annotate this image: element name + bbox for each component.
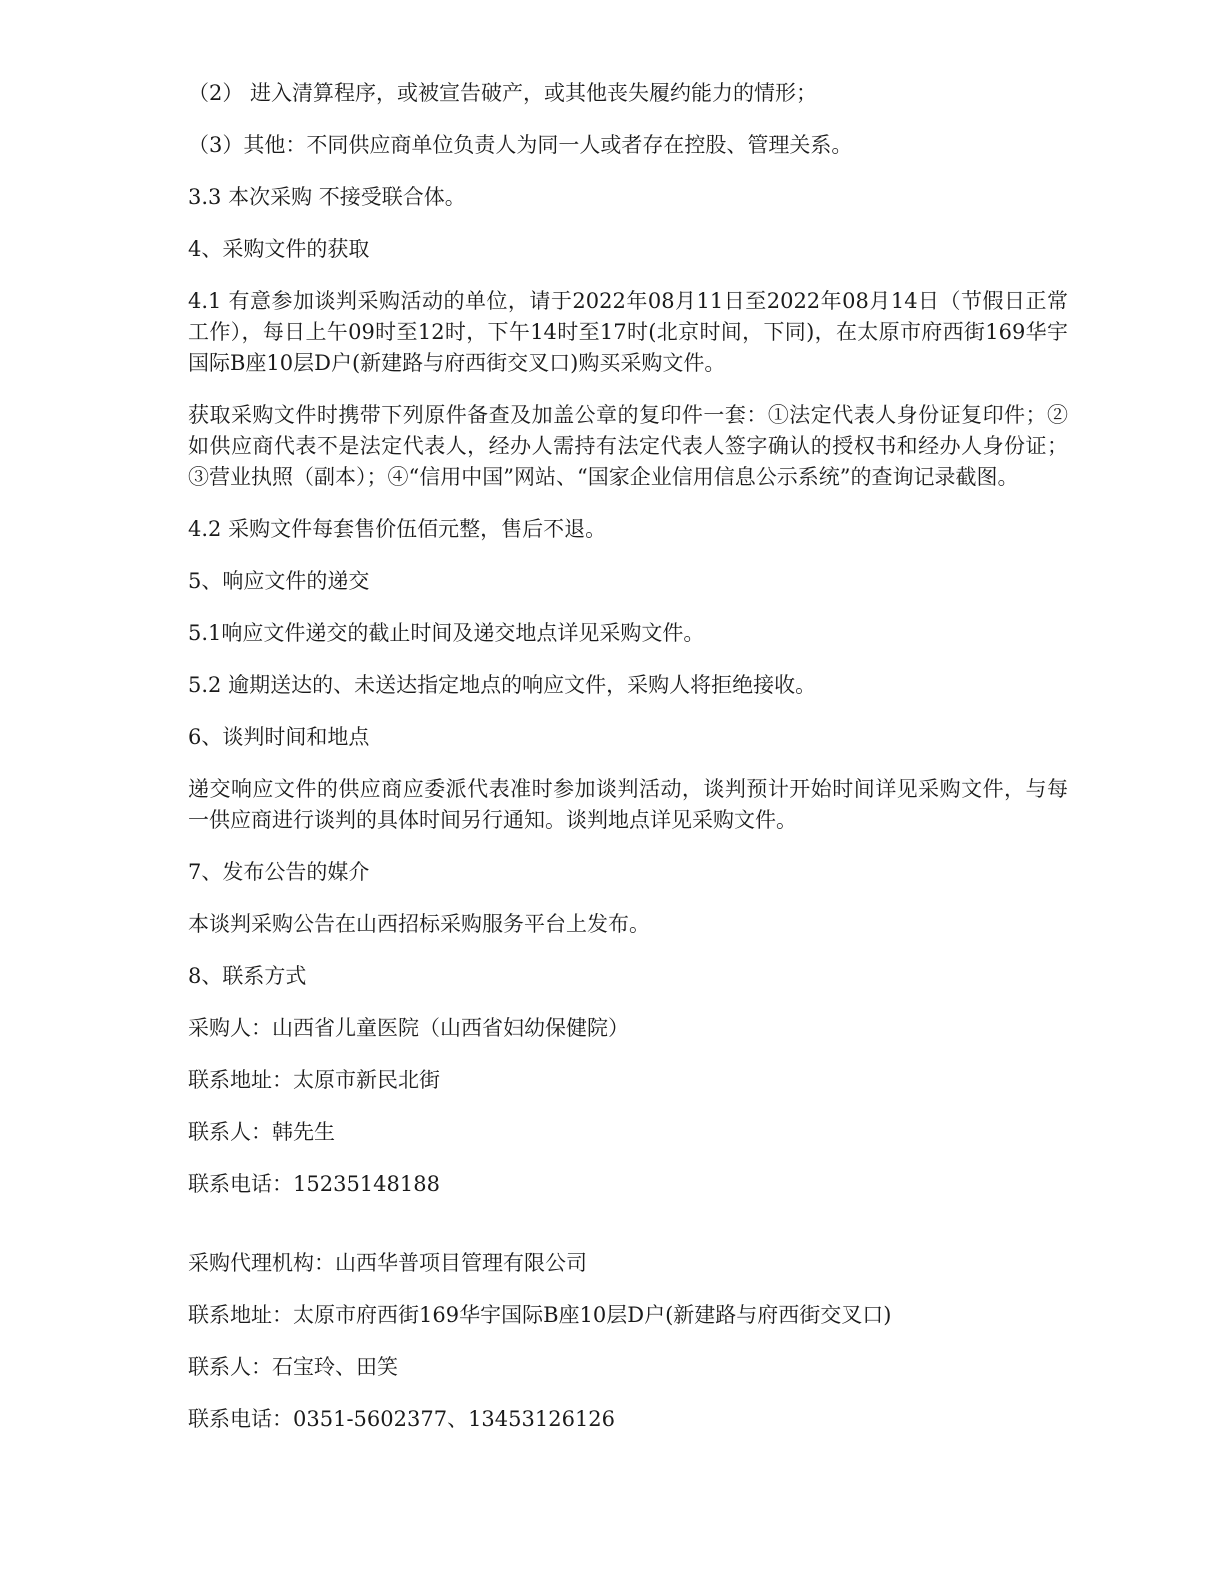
paragraph-5-2: 5.2 逾期送达的、未送达指定地点的响应文件，采购人将拒绝接收。 (188, 673, 817, 697)
agency-name: 采购代理机构：山西华普项目管理有限公司 (188, 1251, 587, 1275)
section-heading-6: 6、谈判时间和地点 (188, 725, 370, 749)
purchaser-contact: 联系人：韩先生 (188, 1120, 335, 1144)
paragraph-negotiation: 递交响应文件的供应商应委派代表准时参加谈判活动，谈判预计开始时间详见采购文件，与每一供应商进行谈判的具体时间另行通知。谈判地点详见采购文件。 (188, 777, 1068, 832)
paragraph-required-documents: 获取采购文件时携带下列原件备查及加盖公章的复印件一套：①法定代表人身份证复印件；②如供应商代表不是法定代表人，经办人需持有法定代表人签字确认的授权书和经办人身份证；③营业执照（副本）；④“信用中国”网站、“国家企业信用信息公示系统”的查询记录截图。 (188, 403, 1068, 489)
paragraph-3-3: 3.3 本次采购 不接受联合体。 (188, 185, 466, 209)
agency-contact: 联系人：石宝玲、田笑 (188, 1355, 398, 1379)
section-heading-4: 4、采购文件的获取 (188, 237, 370, 261)
purchaser-name: 采购人：山西省儿童医院（山西省妇幼保健院） (188, 1016, 629, 1040)
agency-phone: 联系电话：0351-5602377、13453126126 (188, 1407, 616, 1431)
paragraph-5-1: 5.1响应文件递交的截止时间及递交地点详见采购文件。 (188, 621, 705, 645)
paragraph-4-2: 4.2 采购文件每套售价伍佰元整，售后不退。 (188, 517, 607, 541)
paragraph-4-1: 4.1 有意参加谈判采购活动的单位，请于2022年08月11日至2022年08月14日（节假日正常工作），每日上午09时至12时，下午14时至17时(北京时间，下同)，在太原市府西街169华宇国际B座10层D户(新建路与府西街交叉口)购买采购文件。 (188, 289, 1068, 375)
section-heading-7: 7、发布公告的媒介 (188, 860, 370, 884)
purchaser-phone: 联系电话：15235148188 (188, 1172, 440, 1196)
paragraph-clause-2: （2） 进入清算程序，或被宣告破产，或其他丧失履约能力的情形； (188, 81, 818, 105)
paragraph-clause-3: （3）其他：不同供应商单位负责人为同一人或者存在控股、管理关系。 (188, 133, 853, 157)
section-heading-5: 5、响应文件的递交 (188, 569, 370, 593)
document-page (188, 78, 1068, 1456)
agency-address: 联系地址：太原市府西街169华宇国际B座10层D户(新建路与府西街交叉口) (188, 1303, 892, 1327)
section-heading-8: 8、联系方式 (188, 964, 307, 988)
purchaser-address: 联系地址：太原市新民北街 (188, 1068, 440, 1092)
paragraph-media: 本谈判采购公告在山西招标采购服务平台上发布。 (188, 912, 650, 936)
